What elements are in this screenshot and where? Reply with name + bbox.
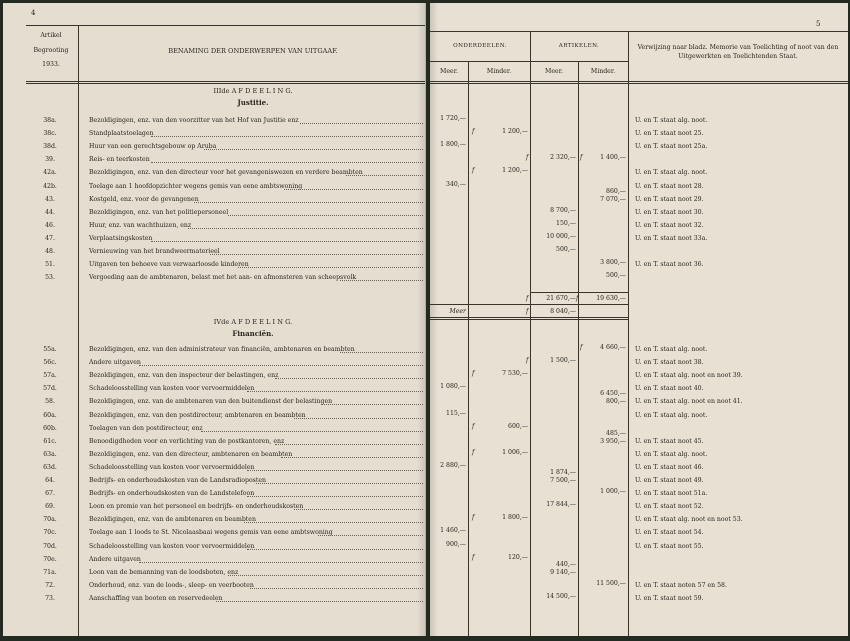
article-code: 42b. [43,182,57,190]
art-meer-value: 500,— [556,246,576,253]
od-minder-value: 1 200,— [502,128,528,136]
reference-note: U. en T. staat alg. noot. [635,169,708,177]
article-code: 61c. [43,437,57,445]
meer-bottom-rule [430,317,628,318]
od-minder-currency: f [472,167,475,175]
reference-note: U. en T. staat alg. noot. [635,450,708,458]
leader-dots [294,509,424,510]
article-description: Onderhoud, enz. van de loods-, sleep- en veerbooten [89,581,254,589]
od-minder-value: 120,— [508,553,528,561]
article-description: Toelage aan 1 loods te St. Nicolaasbaai wegens gemis van eene ambtswoning [89,529,333,537]
reference-note: U. en T. staat noot 30. [635,208,704,216]
art-minder-value: 3 800,— [600,259,626,267]
section4-heading: IVde A F D E E L I N G. [213,318,293,326]
od-meer-value: 900,— [446,540,466,548]
column-divider [78,25,79,636]
reference-note: U. en T. staat noot 32. [635,221,704,229]
article-code: 58. [45,398,55,406]
leader-dots [151,136,423,137]
od-minder-value: 1 800,— [502,514,528,522]
art-meer-currency: f [526,154,529,162]
article-description: Schadeloosstelling van kosten voor vervoermiddelen [89,463,255,471]
reference-note: U. en T. staat noot 33a. [635,234,708,242]
leader-dots [247,391,423,392]
total-art-meer: 21 670,— [546,295,576,302]
reference-note: U. en T. staat noot 29. [635,195,704,203]
reference-note: U. en T. staat noot 46. [635,463,704,471]
article-code: 71a. [43,568,57,576]
leader-dots [139,562,424,563]
total-art-minder: 19 630,— [596,295,626,302]
leader-dots [256,483,423,484]
art-meer-value: 150,— [556,219,576,227]
reference-note: U. en T. staat noot 25. [635,130,704,138]
reference-note: U. en T. staat noot 59. [635,594,704,602]
article-description: Bezoldigingen, enz. van de ambtenaren van den buitendienst der belastingen [89,398,333,406]
meer-rule [430,304,628,305]
od-meer-value: 340,— [446,180,466,188]
od-minder-currency: f [472,553,475,561]
leader-dots [284,189,423,190]
leader-dots [281,457,423,458]
art-minder-value-2: 3 950,— [600,437,626,445]
article-description: Andere uitgaven [89,359,141,367]
article-code: 60b. [43,424,57,432]
leader-dots [275,378,423,379]
article-description: Bedrijfs- en onderhoudskosten van de Landsradioposten [89,477,266,484]
leader-dots [321,404,423,405]
leader-dots [228,575,423,576]
od-minder-value: 1 006,— [502,448,528,456]
article-description: Verplaatsingskosten [89,234,153,242]
article-code: 55a. [43,346,57,353]
leader-dots [188,228,423,229]
section4-subheading: Financiën. [232,329,274,338]
reference-note: U. en T. staat noot 40. [635,385,704,393]
article-code: 38d. [43,143,57,151]
art-meer-value: 8 700,— [550,206,576,214]
article-description: Bezoldigingen, enz. van den directeur, ambtenaren en beambten [89,450,293,458]
article-description: Benoodigdheden voor en verlichting van de postkantoren, enz [89,437,285,445]
header-artikel: Artikel [40,32,62,39]
article-description: Loon van de bemanning van de loodsboten, enz [89,568,239,576]
article-description: Vernieuwing van het brandweermaterieel [89,248,220,255]
article-code: 42a. [43,169,57,177]
art-meer-value: 440,— [556,560,576,568]
leader-dots [294,418,424,419]
leader-dots [346,175,423,176]
header-bottom-rule-right-2 [430,83,848,84]
leader-dots [244,522,423,523]
art-minder-value: 1 000,— [600,488,626,496]
art-minder-currency: f [580,344,583,351]
reference-note: U. en T. staat noot 49. [635,477,704,484]
art-minder-currency: f [580,154,583,162]
header-od-minder: Minder. [486,68,512,75]
article-code: 64. [45,477,55,484]
leader-dots [275,444,423,445]
reference-note: U. en T. staat noot 54. [635,529,704,537]
article-code: 69. [45,503,55,511]
header-bottom-rule-2 [26,83,425,84]
leader-dots [194,202,423,203]
article-description: Huur van een gerechtsgebouw op Aruba [89,143,217,151]
article-description: Bedrijfs- en onderhoudskosten van de Landstelefoon [89,490,255,498]
article-description: Toelagen van den postdirecteur, enz [89,424,203,432]
header-verwijzing: Verwijzing naar bladz. Memorie van Toelichting of noot van den Uitgewerkten en Toelichtenden Staat. [637,44,839,60]
art-minder-value: 11 500,— [596,579,626,587]
art-meer-value: 2 320,— [550,154,576,162]
reference-note: U. en T. staat noot 52. [635,503,704,511]
article-description: Bezoldigingen, enz. van den administrateur van financiën, ambtenaren en beambten [89,346,355,353]
art-meer-value: 10 000,— [546,232,576,240]
article-description: Bezoldigingen, enz. van het politiepersoneel [89,208,229,216]
reference-note: U. en T. staat noot 38. [635,359,704,367]
article-code: 70d. [43,542,57,550]
article-code: 70c. [43,529,57,537]
od-minder-value: 7 530,— [502,370,528,378]
art-meer-value: 1 500,— [550,357,576,365]
leader-dots [210,254,423,255]
article-description: Huur, enz. van wachthuizen, enz [89,221,192,229]
article-description: Bezoldigingen, enz. van den voorzitter van het Hof van Justitie enz [89,117,299,124]
reference-note: U. en T. staat alg. noot en noot 53. [635,516,743,524]
col-divider-2 [530,31,531,636]
meer-currency: f [526,308,529,315]
right-page [430,3,848,636]
header-bottom-rule-right [430,81,848,82]
reference-note: U. en T. staat noot 36. [635,261,704,269]
leader-dots [250,588,423,589]
reference-note: U. en T. staat alg. noot en noot 41. [635,398,743,406]
section3-heading: IIIde A F D E E L I N G. [213,87,293,95]
article-code: 43. [45,195,55,203]
art-minder-value: 860,— [606,187,626,195]
od-minder-currency: f [472,370,475,378]
article-description: Schadeloosstelling van kosten voor vervoermiddelen [89,542,255,550]
art-meer-value: 17 844,— [546,501,576,509]
leader-dots [340,352,423,353]
article-description: Uitgaven ten behoeve van verwaarloosde kinderen [89,261,249,269]
od-meer-value: 1 720,— [440,115,466,122]
leader-dots [204,149,423,150]
reference-note: U. en T. staat alg. noot en noot 39. [635,372,743,380]
article-description: Toelage aan 1 hoofdopzichter wegens gemis van eene ambtswoning [89,182,303,190]
section3-subheading: Justitie. [237,98,269,107]
article-description: Bezoldigingen, enz. van den inspecteur der belastingen, enz [89,372,279,380]
article-code: 67. [45,490,55,498]
od-minder-currency: f [472,422,475,430]
article-description: Bezoldigingen, enz. van den directeur voor het gevangeniswezen en verdere beambten [89,169,363,177]
article-description: Standplaatstoelagen [89,130,154,138]
header-bottom-rule [26,81,425,82]
article-code: 38a. [43,117,57,124]
od-meer-value: 1 080,— [440,383,466,391]
article-code: 44. [45,208,55,216]
article-code: 56c. [43,359,57,367]
article-code: 57a. [43,372,57,380]
article-description: Loon en premie van het personeel en bedrijfs- en onderhoudskosten [89,503,304,511]
od-meer-value: 1 800,— [440,141,466,149]
leader-dots [151,241,423,242]
leader-dots [201,431,424,432]
od-minder-currency: f [472,128,475,136]
leader-dots [247,470,423,471]
leader-dots [151,162,423,163]
header-artikelen: ARTIKELEN. [558,43,600,49]
col-divider-1 [468,61,469,636]
art-meer-currency: f [526,357,529,365]
header-onderdeelen: ONDERDEELEN. [453,43,507,49]
page-number-right: 5 [816,20,821,28]
reference-note: U. en T. staat noot 45. [635,437,704,445]
article-code: 57d. [43,385,57,393]
art-meer-value: 1 874,— [550,469,576,476]
art-minder-value-2: 800,— [606,398,626,406]
od-meer-value: 115,— [446,409,466,417]
art-minder-value: 6 450,— [600,390,626,398]
article-code: 47. [45,234,55,242]
article-description: Vergoeding aan de ambtenaren, belast met het aan- en afmonsteren van scheepsvolk [89,274,357,282]
article-code: 73. [45,594,55,602]
reference-note: U. en T. staat noot 51a. [635,490,708,498]
page-number: 4 [31,9,36,17]
article-code: 48. [45,248,55,255]
subheader-rule [430,61,628,62]
reference-note: U. en T. staat noot 25a. [635,143,708,151]
header-begrooting: Begrooting [33,47,69,54]
header-art-minder: Minder. [590,68,616,75]
leader-dots [139,365,424,366]
article-description: Aanschaffing van booten en reservedeelen [89,594,223,602]
header-benaming: BENAMING DER ONDERWERPEN VAN UITGAAF. [168,47,338,55]
leader-dots [247,496,423,497]
header-top-rule [26,25,425,26]
meer-value: 8 040,— [550,308,576,315]
reference-note: U. en T. staat noot 28. [635,182,704,190]
article-description: Andere uitgaven [89,555,141,563]
reference-note: U. en T. staat alg. noot. [635,346,708,353]
meer-label: Meer [449,308,466,315]
leader-dots [216,601,423,602]
article-code: 53. [45,274,55,282]
art-minder-value-2: 7 070,— [600,195,626,203]
article-description: Kostgeld, enz. voor de gevangenen [89,195,199,203]
article-code: 70e. [43,555,57,563]
article-code: 63d. [43,463,57,471]
article-code: 63a. [43,450,57,458]
article-code: 51. [45,261,55,269]
article-code: 38c. [43,130,57,138]
od-minder-currency: f [472,514,475,522]
art-minder-value: 485,— [606,429,626,437]
header-od-meer: Meer. [440,68,458,75]
article-code: 70a. [43,516,57,524]
left-page [3,3,426,636]
total-minder-currency: f [576,295,579,302]
article-description: Schadeloosstelling van kosten voor vervoermiddelen [89,385,255,393]
article-code: 39. [45,156,55,164]
total-meer-currency: f [526,295,529,302]
meer-bottom-rule-2 [430,319,628,320]
reference-note: U. en T. staat noten 57 en 58. [635,581,727,589]
article-code: 60a. [43,411,57,419]
art-meer-value-2: 7 500,— [550,477,576,484]
reference-note: U. en T. staat alg. noot. [635,411,708,419]
art-meer-value: 14 500,— [546,592,576,600]
leader-dots [228,215,423,216]
reference-note: U. en T. staat alg. noot. [635,117,708,124]
od-minder-value: 600,— [508,422,528,430]
art-minder-value: 500,— [606,272,626,280]
article-code: 46. [45,221,55,229]
article-description: Reis- en teerkosten [89,156,150,164]
leader-dots [300,123,423,124]
od-minder-currency: f [472,448,475,456]
leader-dots [340,280,423,281]
od-meer-value: 2 880,— [440,461,466,469]
article-description: Bezoldigingen, enz. van de ambtenaren en beambten [89,516,256,524]
od-minder-value: 1 200,— [502,167,528,175]
leader-dots [238,267,423,268]
article-code: 72. [45,581,55,589]
art-minder-value: 1 400,— [600,154,626,162]
header-year: 1933. [42,61,60,68]
article-description: Bezoldigingen, enz. van den postdirecteur, ambtenaren en beambten [89,411,306,419]
od-meer-value: 1 460,— [440,527,466,535]
art-minder-value: 4 660,— [600,344,626,351]
header-top-rule-right [430,31,848,32]
art-meer-value-2: 9 140,— [550,568,576,576]
reference-note: U. en T. staat noot 55. [635,542,704,550]
col-divider-4 [628,31,629,636]
total-rule [530,292,628,293]
leader-dots [247,549,423,550]
leader-dots [318,535,423,536]
header-art-meer: Meer. [545,68,563,75]
